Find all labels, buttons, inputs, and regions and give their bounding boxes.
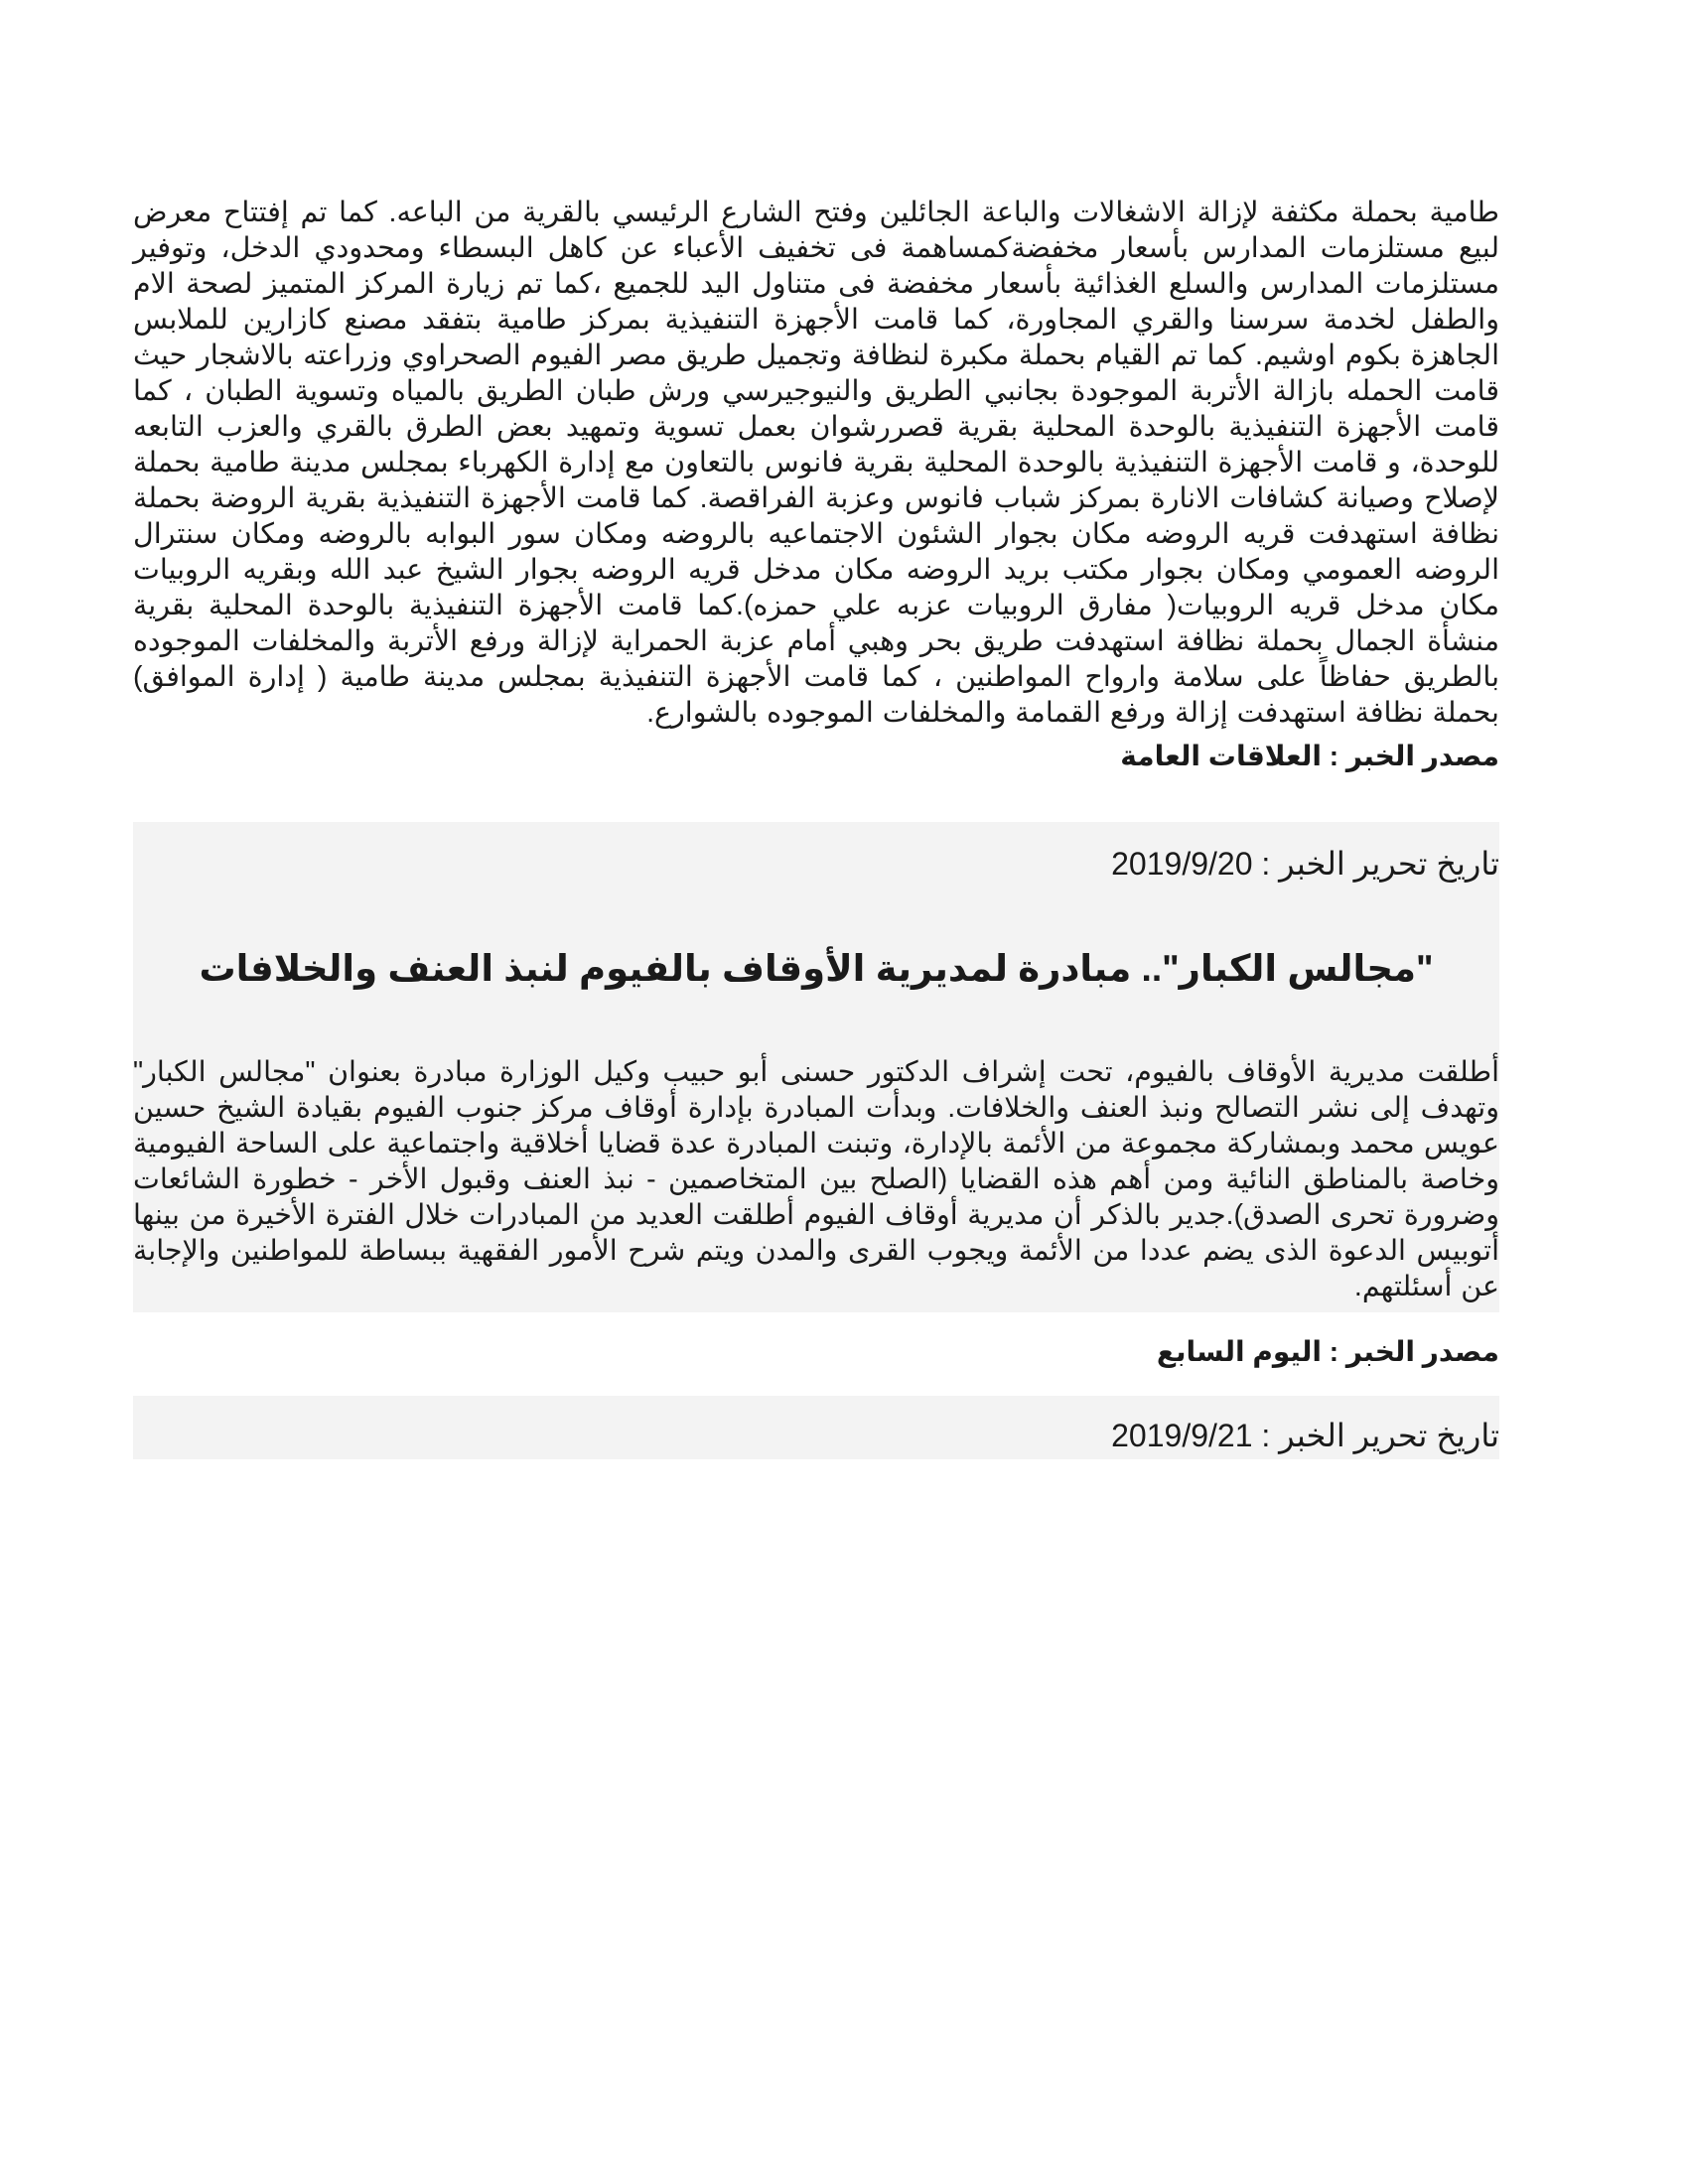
article-title: "مجالس الكبار".. مبادرة لمديرية الأوقاف بالفيوم لنبذ العنف والخلافات [199,948,1434,989]
news-article [133,822,1499,1312]
previous-article-source: مصدر الخبر : العلاقات العامة [1120,741,1499,771]
next-article-date: تاريخ تحرير الخبر : 2019/9/21 [1111,1418,1499,1453]
previous-article-body: طامية بحملة مكثفة لإزالة الاشغالات والباعة الجائلين وفتح الشارع الرئيسي بالقرية من الباعه. كما تم إفتتاح معرض لبيع مستلزمات المدارس بأسعار مخفضةكمساهمة فى تخفيف الأعباء عن كاهل البسطاء ومحدودي الدخل، وتوفير مستلزمات المدارس والسلع الغذائية بأسعار مخفضة فى متناول اليد للجميع ،كما تم زيارة المركز المتميز لصحة الام والطفل لخدمة سرسنا والقري المجاورة، كما قامت الأجهزة التنفيذية بمركز طامية بتفقد مصنع كازارين للملابس الجاهزة بكوم اوشيم. كما تم القيام بحملة مكبرة لنظافة وتجميل طريق مصر الفيوم الصحراوي وزراعته بالاشجار حيث قامت الحمله بازالة الأتربة الموجودة بجانبي الطريق والنيوجيرسي ورش طبان الطريق بالمياه وتسوية الطبان ، كما قامت الأجهزة التنفيذية بالوحدة المحلية بقرية قصررشوان بعمل تسوية وتمهيد بعض الطرق بالقري والعزب التابعه للوحدة، و قامت الأجهزة التنفيذية بالوحدة المحلية بقرية فانوس بالتعاون مع إدارة الكهرباء بمجلس مدينة طامية بحملة لإصلاح وصيانة كشافات الانارة بمركز شباب فانوس وعزبة الفراقصة. كما قامت الأجهزة التنفيذية بقرية الروضة بحملة نظافة استهدفت قريه الروضه مكان بجوار الشئون الاجتماعيه بالروضه ومكان سور البوابه بالروضه ومكان سنترال الروضه العمومي ومكان بجوار مكتب بريد الروضه مكان مدخل قريه الروضه بجوار الشيخ عبد الله وبقريه الروبيات مكان مدخل قريه الروبيات( مفارق الروبيات عزبه علي حمزه).كما قامت الأجهزة التنفيذية بالوحدة المحلية بقرية منشأة الجمال بحملة نظافة استهدفت طريق بحر وهبي أمام عزبة الحمراية لإزالة ورفع الأتربة والمخلفات الموجوده بالطريق حفاظاً على سلامة وارواح المواطنين ، كما قامت الأجهزة التنفيذية بمجلس مدينة طامية ( إدارة الموافق) بحملة نظافة استهدفت إزالة ورفع القمامة والمخلفات الموجوده بالشوارع. [133,197,1499,729]
document-page [133,195,1499,1459]
article-date: تاريخ تحرير الخبر : 2019/9/20 [1111,846,1499,882]
article-body: أطلقت مديرية الأوقاف بالفيوم، تحت إشراف الدكتور حسنى أبو حبيب وكيل الوزارة مبادرة بعنوان "مجالس الكبار" وتهدف إلى نشر التصالح ونبذ العنف والخلافات. وبدأت المبادرة بإدارة أوقاف مركز جنوب الفيوم بقيادة الشيخ حسين عويس محمد وبمشاركة مجموعة من الأئمة بالإدارة، وتبنت المبادرة عدة قضايا أخلاقية واجتماعية على الساحة الفيومية وخاصة بالمناطق النائية ومن أهم هذه القضايا (الصلح بين المتخاصمين - نبذ العنف وقبول الأخر - خطورة الشائعات وضرورة تحرى الصدق).جدير بالذكر أن مديرية أوقاف الفيوم أطلقت العديد من المبادرات خلال الفترة الأخيرة من بينها أتوبيس الدعوة الذى يضم عددا من الأئمة ويجوب القرى والمدن ويتم شرح الأمور الفقهية ببساطة للمواطنين والإجابة عن أسئلتهم. [133,1056,1499,1302]
next-article [133,1396,1499,1459]
article-source: مصدر الخبر : اليوم السابع [1156,1336,1499,1367]
